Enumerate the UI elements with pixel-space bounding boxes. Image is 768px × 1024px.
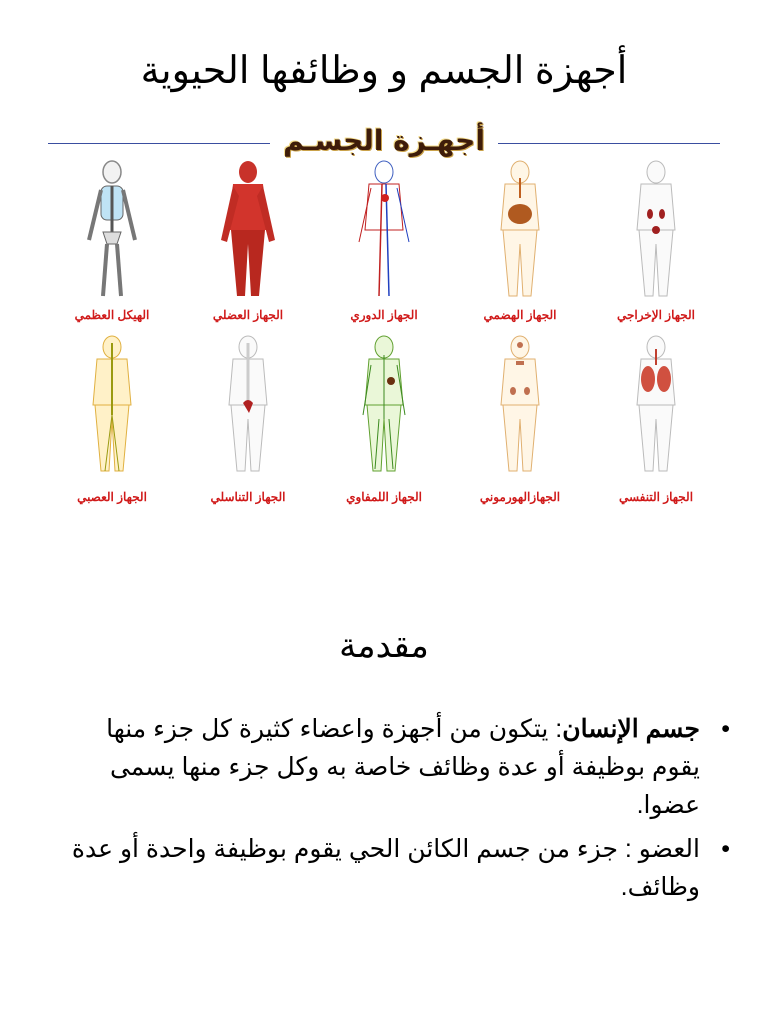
system-card-lymphatic: [320, 335, 448, 510]
reproductive-system-figure-icon: [213, 335, 283, 475]
digestive-system-figure-icon: [485, 160, 555, 300]
banner-title: أجهـزة الجسـم: [283, 124, 485, 157]
systems-row-2: [48, 335, 720, 510]
system-card-nervous: [48, 335, 176, 510]
system-card-circulatory: [320, 160, 448, 335]
banner-line-right: [498, 143, 720, 144]
system-label-lymphatic: الجهاز اللمفاوي: [346, 490, 422, 504]
bullet-text: : يتكون من أجهزة واعضاء كثيرة كل جزء منها يقوم بوظيفة أو عدة وظائف خاصة به وكل جزء منها يسمى عضوا.: [106, 715, 700, 819]
body-systems-banner: [48, 124, 720, 160]
respiratory-system-figure-icon: [621, 335, 691, 475]
system-label-nervous: الجهاز العصبي: [77, 490, 147, 504]
bullet-marker: •: [721, 835, 730, 863]
system-label-respiratory: الجهاز التنفسي: [618, 490, 694, 504]
nervous-system-figure-icon: [77, 335, 147, 475]
bullet-term: جسم الإنسان: [562, 715, 700, 743]
lymphatic-system-figure-icon: [349, 335, 419, 475]
bullet-marker: •: [721, 715, 730, 743]
bullet-text: العضو : جزء من جسم الكائن الحي يقوم بوظيفة واحدة أو عدة وظائف.: [71, 835, 700, 901]
system-card-digestive: [456, 160, 584, 335]
banner-line-left: [48, 143, 270, 144]
system-card-skeletal: [48, 160, 176, 335]
system-label-digestive: الجهاز الهضمي: [483, 308, 557, 322]
skeletal-system-figure-icon: [77, 160, 147, 300]
excretory-system-figure-icon: [621, 160, 691, 300]
system-label-reproductive: الجهاز التناسلي: [210, 490, 286, 504]
endocrine-system-figure-icon: [485, 335, 555, 475]
system-label-excretory: الجهاز الإخراجي: [616, 308, 696, 322]
system-card-endocrine: [456, 335, 584, 510]
bullet-item: [70, 710, 730, 824]
system-label-skeletal: الهيكل العظمي: [74, 308, 150, 322]
bullet-item: [70, 830, 730, 906]
system-card-respiratory: [592, 335, 720, 510]
system-label-circulatory: الجهاز الدوري: [350, 308, 418, 322]
section-heading: مقدمة: [339, 627, 429, 665]
system-label-endocrine: الجهازالهورموني: [479, 490, 561, 504]
system-card-muscular: [184, 160, 312, 335]
system-card-reproductive: [184, 335, 312, 510]
system-card-excretory: [592, 160, 720, 335]
muscular-system-figure-icon: [213, 160, 283, 300]
body-systems-grid: [48, 160, 720, 510]
page-title: أجهزة الجسم و وظائفها الحيوية: [140, 50, 628, 92]
system-label-muscular: الجهاز العضلي: [212, 308, 284, 322]
circulatory-system-figure-icon: [349, 160, 419, 300]
systems-row-1: [48, 160, 720, 335]
bullet-list: [70, 710, 730, 912]
